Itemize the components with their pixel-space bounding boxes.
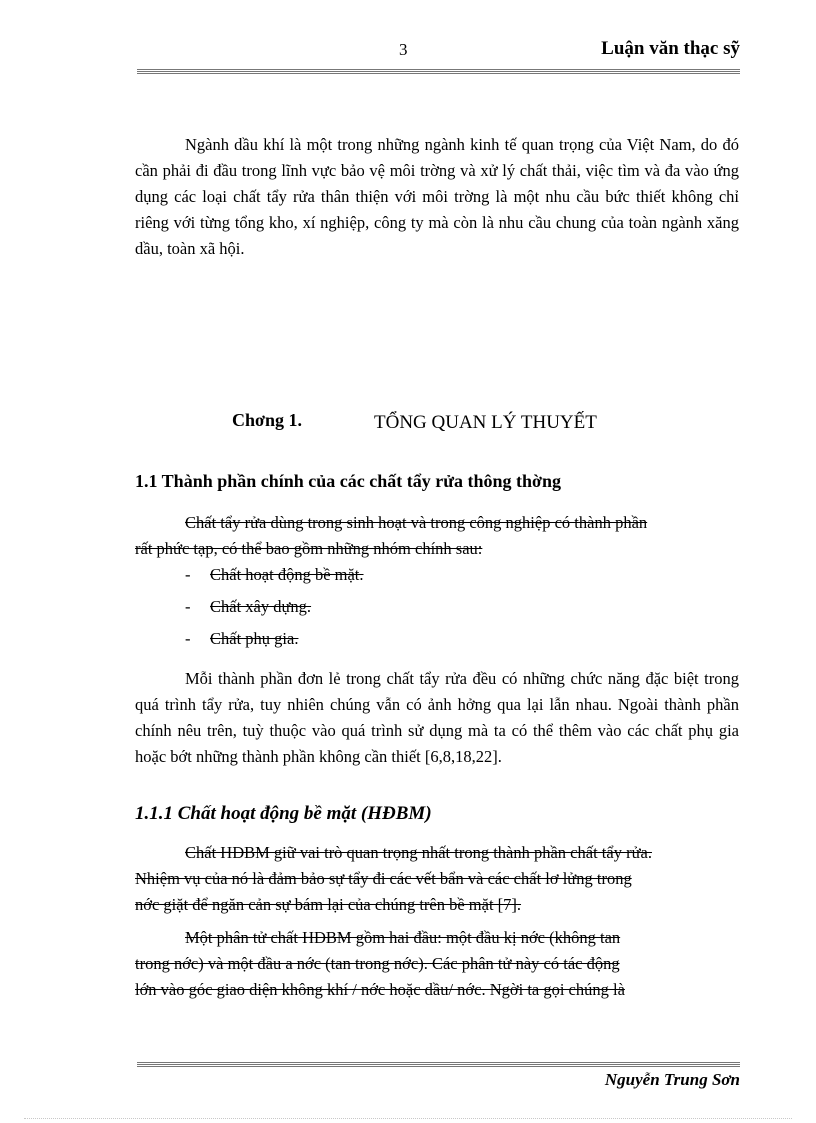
footer-rule — [137, 1062, 740, 1068]
section-1-1-1-paragraph-2 — [135, 925, 739, 1003]
section-heading-1-1-1: 1.1.1 Chất hoạt động bề mặt (HĐBM) — [135, 803, 432, 824]
paragraph-line: lớn vào góc giao diện không khí / nớc hoặc dầu/ nớc. Ngời ta gọi chúng là — [135, 980, 625, 999]
page-edge-divider — [24, 1118, 792, 1119]
bullet-text: Chất hoạt động bề mặt. — [210, 565, 364, 584]
chapter-label: Chơng 1. — [232, 410, 302, 430]
bullet-dash: - — [185, 597, 191, 616]
chapter-title: TỔNG QUAN LÝ THUYẾT — [374, 412, 597, 433]
intro-paragraph: Ngành dầu khí là một trong những ngành kinh tế quan trọng của Việt Nam, do đó cần phải đi đầu trong lĩnh vực bảo vệ môi trờng và xử lý chất thải, việc tìm và đa vào ứng dụng các loại chất tẩy rửa thân thiện với môi trờng là một nhu cầu bức thiết không chỉ riêng với từng tổng kho, xí nghiệp, công ty mà còn là nhu cầu chung của toàn ngành xăng dầu, toàn xã hội. — [135, 135, 739, 258]
section-1-1-1-paragraph-1 — [135, 840, 739, 918]
intro-line: Chất tẩy rửa dùng trong sinh hoạt và trong công nghiệp có thành phần — [185, 513, 648, 532]
section-1-1-paragraph: Mỗi thành phần đơn lẻ trong chất tẩy rửa đều có những chức năng đặc biệt trong quá trình tẩy rửa, tuy nhiên chúng vẫn có ảnh hởng qua lại lẫn nhau. Ngoài thành phần chính nêu trên, tuỳ thuộc vào quá trình sử dụng mà ta có thể thêm vào các chất phụ gia hoặc bớt những thành phần không cần thiết [6,8,18,22]. — [135, 669, 739, 766]
paragraph-line: Nhiệm vụ của nó là đảm bảo sự tẩy đi các vết bẩn và các chất lơ lửng trong — [135, 869, 632, 888]
header-title: Luận văn thạc sỹ — [601, 38, 740, 59]
paragraph-line: trong nớc) và một đầu a nớc (tan trong nớc). Các phân tử này có tác động — [135, 954, 620, 973]
bullet-dash: - — [185, 565, 191, 584]
page-number: 3 — [399, 40, 408, 59]
section-heading-1-1: 1.1 Thành phần chính của các chất tẩy rửa thông thờng — [135, 471, 562, 491]
intro-line: rất phức tạp, có thể bao gồm những nhóm chính sau: — [135, 539, 483, 558]
bullet-text: Chất phụ gia. — [210, 629, 299, 648]
section-1-1-intro — [135, 510, 739, 562]
footer-author: Nguyễn Trung Sơn — [604, 1070, 740, 1089]
bullet-dash: - — [185, 629, 191, 648]
paragraph-line: Chất HĐBM giữ vai trò quan trọng nhất trong thành phần chất tẩy rửa. — [185, 843, 652, 862]
page-header — [137, 36, 740, 66]
paragraph-line: Một phân tử chất HĐBM gồm hai đầu: một đầu kị nớc (không tan — [185, 928, 621, 947]
paragraph-line: nớc giặt để ngăn cản sự bám lại của chúng trên bề mặt [7]. — [135, 895, 522, 914]
header-rule — [137, 69, 740, 75]
bullet-text: Chất xây dựng. — [210, 597, 312, 616]
chapter-heading — [0, 408, 816, 438]
